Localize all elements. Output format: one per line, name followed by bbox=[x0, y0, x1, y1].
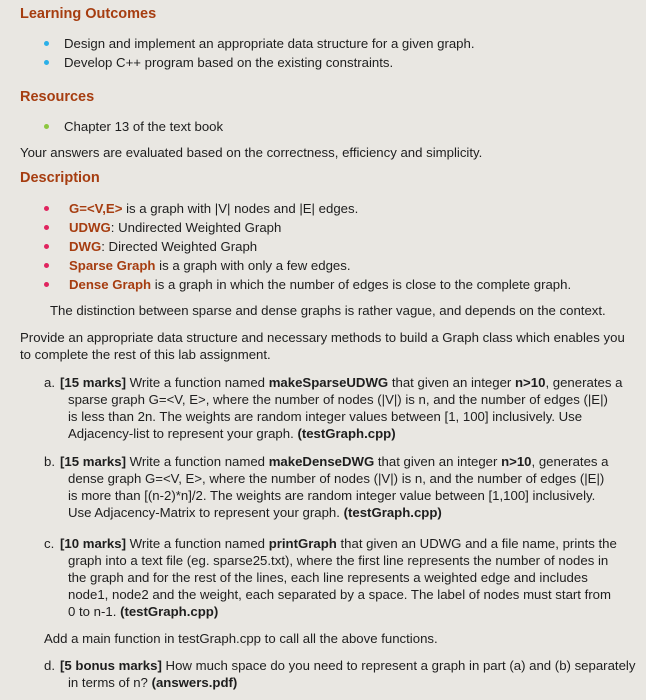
task-a-line-3: is less than 2n. The weights are random integer values between [1, 100] inclusively. Use bbox=[68, 409, 583, 424]
bullet-icon bbox=[44, 244, 49, 249]
bullet-icon bbox=[44, 206, 49, 211]
task-c-marks: [10 marks] bbox=[60, 536, 126, 551]
distinction-note: The distinction between sparse and dense graphs is rather vague, and depends on the context. bbox=[50, 303, 606, 318]
task-c-line-2: graph into a text file (eg. sparse25.txt), where the first line represents the number of nodes in bbox=[68, 553, 609, 568]
resource-item-1: Chapter 13 of the text book bbox=[64, 119, 224, 134]
description-heading: Description bbox=[20, 170, 100, 186]
task-c-line-1: [10 marks] Write a function named printGraph that given an UDWG and a file name, prints the bbox=[60, 536, 617, 551]
definition-term: UDWG bbox=[69, 220, 111, 235]
evaluation-note: Your answers are evaluated based on the correctness, efficiency and simplicity. bbox=[20, 145, 483, 160]
definition-text: is a graph with only a few edges. bbox=[155, 258, 351, 273]
task-a-marks: [15 marks] bbox=[60, 375, 126, 390]
task-b-file: (testGraph.cpp) bbox=[343, 505, 442, 520]
task-b-line-4: Use Adjacency-Matrix to represent your graph. (testGraph.cpp) bbox=[68, 505, 442, 520]
definition-text: : Undirected Weighted Graph bbox=[110, 220, 282, 235]
definition-text: is a graph with |V| nodes and |E| edges. bbox=[122, 201, 359, 216]
task-d-file: (answers.pdf) bbox=[151, 675, 238, 690]
task-c-label: c. bbox=[44, 536, 55, 551]
definition-udwg bbox=[69, 219, 281, 236]
bullet-icon bbox=[44, 124, 49, 129]
definition-term: G=<V,E> bbox=[69, 201, 123, 216]
task-d-marks: [5 bonus marks] bbox=[60, 658, 162, 673]
task-d-line-2: in terms of n? (answers.pdf) bbox=[68, 675, 238, 690]
task-c-function: printGraph bbox=[268, 536, 337, 551]
definition-dense bbox=[69, 276, 571, 293]
definition-graph bbox=[69, 200, 358, 217]
resources-heading: Resources bbox=[20, 89, 95, 105]
task-a-line-1: [15 marks] Write a function named makeSparseUDWG that given an integer n>10, generates a bbox=[60, 375, 623, 390]
definition-text: is a graph in which the number of edges is close to the complete graph. bbox=[151, 277, 572, 292]
bullet-icon bbox=[44, 60, 49, 65]
learning-item-1: Design and implement an appropriate data structure for a given graph. bbox=[64, 36, 475, 51]
task-b-function: makeDenseDWG bbox=[268, 454, 375, 469]
bullet-icon bbox=[44, 282, 49, 287]
definition-dwg bbox=[69, 238, 257, 255]
bullet-icon bbox=[44, 41, 49, 46]
task-d-label: d. bbox=[44, 658, 55, 673]
task-c-line-4: node1, node2 and the weight, each separated by a space. The label of nodes must start from bbox=[68, 587, 611, 602]
definition-sparse bbox=[69, 257, 351, 274]
definition-term: Dense Graph bbox=[69, 277, 152, 292]
task-c-file: (testGraph.cpp) bbox=[120, 604, 219, 619]
provide-line-2: to complete the rest of this lab assignment. bbox=[20, 347, 271, 362]
task-b-marks: [15 marks] bbox=[60, 454, 126, 469]
learning-item-2: Develop C++ program based on the existing constraints. bbox=[64, 55, 394, 70]
task-b-line-2: dense graph G=<V, E>, where the number of nodes (|V|) is n, and the number of edges (|E|) bbox=[68, 471, 605, 486]
provide-line-1: Provide an appropriate data structure and necessary methods to build a Graph class which enables you bbox=[20, 330, 625, 345]
task-b-line-3: is more than [(n-2)*n]/2. The weights are random integer value between [1,100] inclusively. bbox=[68, 488, 596, 503]
definition-term: DWG bbox=[69, 239, 102, 254]
definition-term: Sparse Graph bbox=[69, 258, 156, 273]
definition-text: : Directed Weighted Graph bbox=[101, 239, 258, 254]
bullet-icon bbox=[44, 225, 49, 230]
task-a-line-2: sparse graph G=<V, E>, where the number of nodes (|V|) is n, and the number of edges (|E|) bbox=[68, 392, 608, 407]
main-function-note: Add a main function in testGraph.cpp to call all the above functions. bbox=[44, 631, 438, 646]
task-a-function: makeSparseUDWG bbox=[268, 375, 389, 390]
task-c-line-5: 0 to n-1. (testGraph.cpp) bbox=[68, 604, 219, 619]
task-c-line-3: the graph and for the rest of the lines, each line represents a weighted edge and includes bbox=[68, 570, 588, 585]
task-b-label: b. bbox=[44, 454, 55, 469]
task-a-label: a. bbox=[44, 375, 55, 390]
task-d-line-1: [5 bonus marks] How much space do you need to represent a graph in part (a) and (b) separately bbox=[60, 658, 636, 673]
task-b-line-1: [15 marks] Write a function named makeDenseDWG that given an integer n>10, generates a bbox=[60, 454, 609, 469]
bullet-icon bbox=[44, 263, 49, 268]
task-a-line-4: Adjacency-list to represent your graph. (testGraph.cpp) bbox=[68, 426, 396, 441]
learning-outcomes-heading: Learning Outcomes bbox=[20, 6, 157, 22]
task-a-file: (testGraph.cpp) bbox=[297, 426, 396, 441]
